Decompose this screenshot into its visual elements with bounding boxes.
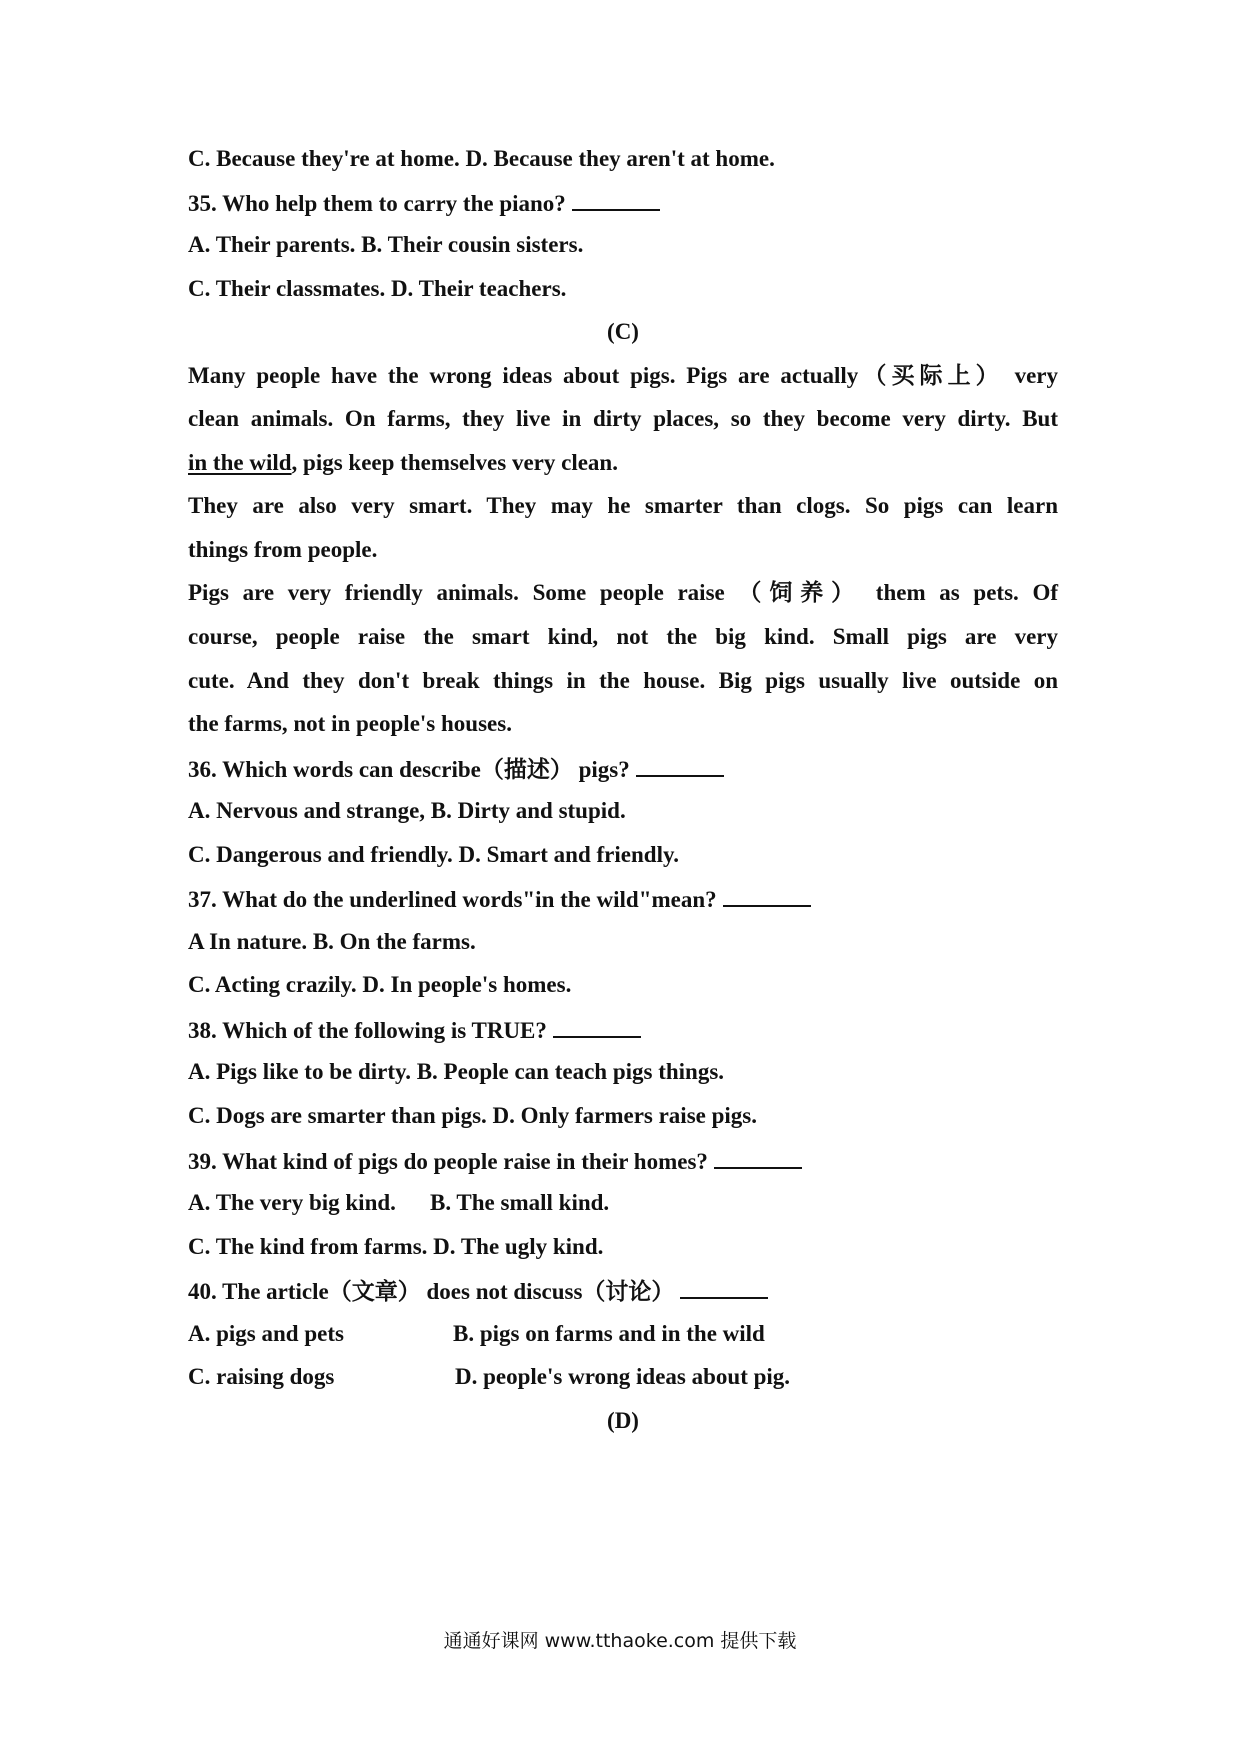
question-36-text: 36. Which words can describe（描述） pigs? [188,757,630,782]
answer-blank-37[interactable] [723,883,811,907]
answer-blank-35[interactable] [572,187,660,211]
passage-c-para1-line3-rest: , pigs keep themselves very clean. [291,450,618,475]
passage-c-para2-line1: They are also very smart. They may he smarter than clogs. So pigs can learn [188,493,1058,518]
section-d-heading: (D) [607,1408,639,1433]
q40-option-d: D. people's wrong ideas about pig. [455,1364,791,1389]
q38-options-ab: A. Pigs like to be dirty. B. People can teach pigs things. [188,1059,725,1084]
question-35 [188,187,1058,219]
answer-blank-39[interactable] [714,1145,802,1169]
answer-blank-38[interactable] [553,1014,641,1038]
question-36 [188,753,1058,785]
passage-c-para3-line3: cute. And they don't break things in the house. Big pigs usually live outside on [188,668,1058,693]
question-38 [188,1014,1058,1046]
question-40-text: 40. The article（文章） does not discuss（讨论） [188,1279,675,1304]
question-37-text: 37. What do the underlined words"in the wild"mean? [188,887,717,912]
answer-blank-36[interactable] [636,753,724,777]
q36-options-ab: A. Nervous and strange, B. Dirty and stupid. [188,798,626,823]
passage-c-para1-line1: Many people have the wrong ideas about pigs. Pigs are actually（买际上） very [188,363,1058,388]
passage-c-para3-line4: the farms, not in people's houses. [188,711,512,736]
question-39-text: 39. What kind of pigs do people raise in their homes? [188,1149,708,1174]
question-39 [188,1145,1058,1177]
passage-c-para2-line2: things from people. [188,537,378,562]
q40-options-ab [188,1319,1058,1349]
question-37 [188,883,1058,915]
q40-option-b: B. pigs on farms and in the wild [453,1321,765,1346]
q40-option-c: C. raising dogs [188,1364,335,1389]
passage-c-para3-line2: course, people raise the smart kind, not the big kind. Small pigs are very [188,624,1058,649]
page-footer: 通通好课网 www.tthaoke.com 提供下载 [443,1630,797,1652]
question-38-text: 38. Which of the following is TRUE? [188,1018,547,1043]
q39-option-a: A. The very big kind. [188,1190,396,1215]
q39-option-b: B. The small kind. [430,1190,610,1215]
q37-options-cd: C. Acting crazily. D. In people's homes. [188,972,572,997]
q37-options-ab: A In nature. B. On the farms. [188,929,476,954]
q40-options-cd [188,1362,1058,1392]
passage-c-para3-line1: Pigs are very friendly animals. Some people raise （饲养） them as pets. Of [188,580,1058,605]
answer-blank-40[interactable] [680,1275,768,1299]
passage-c-para1-line2: clean animals. On farms, they live in dirty places, so they become very dirty. But [188,406,1058,431]
q39-options-cd: C. The kind from farms. D. The ugly kind. [188,1234,604,1259]
question-35-text: 35. Who help them to carry the piano? [188,191,566,216]
q35-options-ab: A. Their parents. B. Their cousin sisters. [188,232,584,257]
passage-c-para1-line3 [188,448,1058,478]
underlined-phrase: in the wild [188,450,292,475]
q40-option-a: A. pigs and pets [188,1321,344,1346]
q38-options-cd: C. Dogs are smarter than pigs. D. Only farmers raise pigs. [188,1103,757,1128]
q34-options-cd: C. Because they're at home. D. Because they aren't at home. [188,146,775,171]
q35-options-cd: C. Their classmates. D. Their teachers. [188,276,567,301]
question-40 [188,1275,1058,1307]
q39-options-ab [188,1188,1058,1218]
section-c-heading: (C) [607,319,639,344]
q36-options-cd: C. Dangerous and friendly. D. Smart and friendly. [188,842,679,867]
